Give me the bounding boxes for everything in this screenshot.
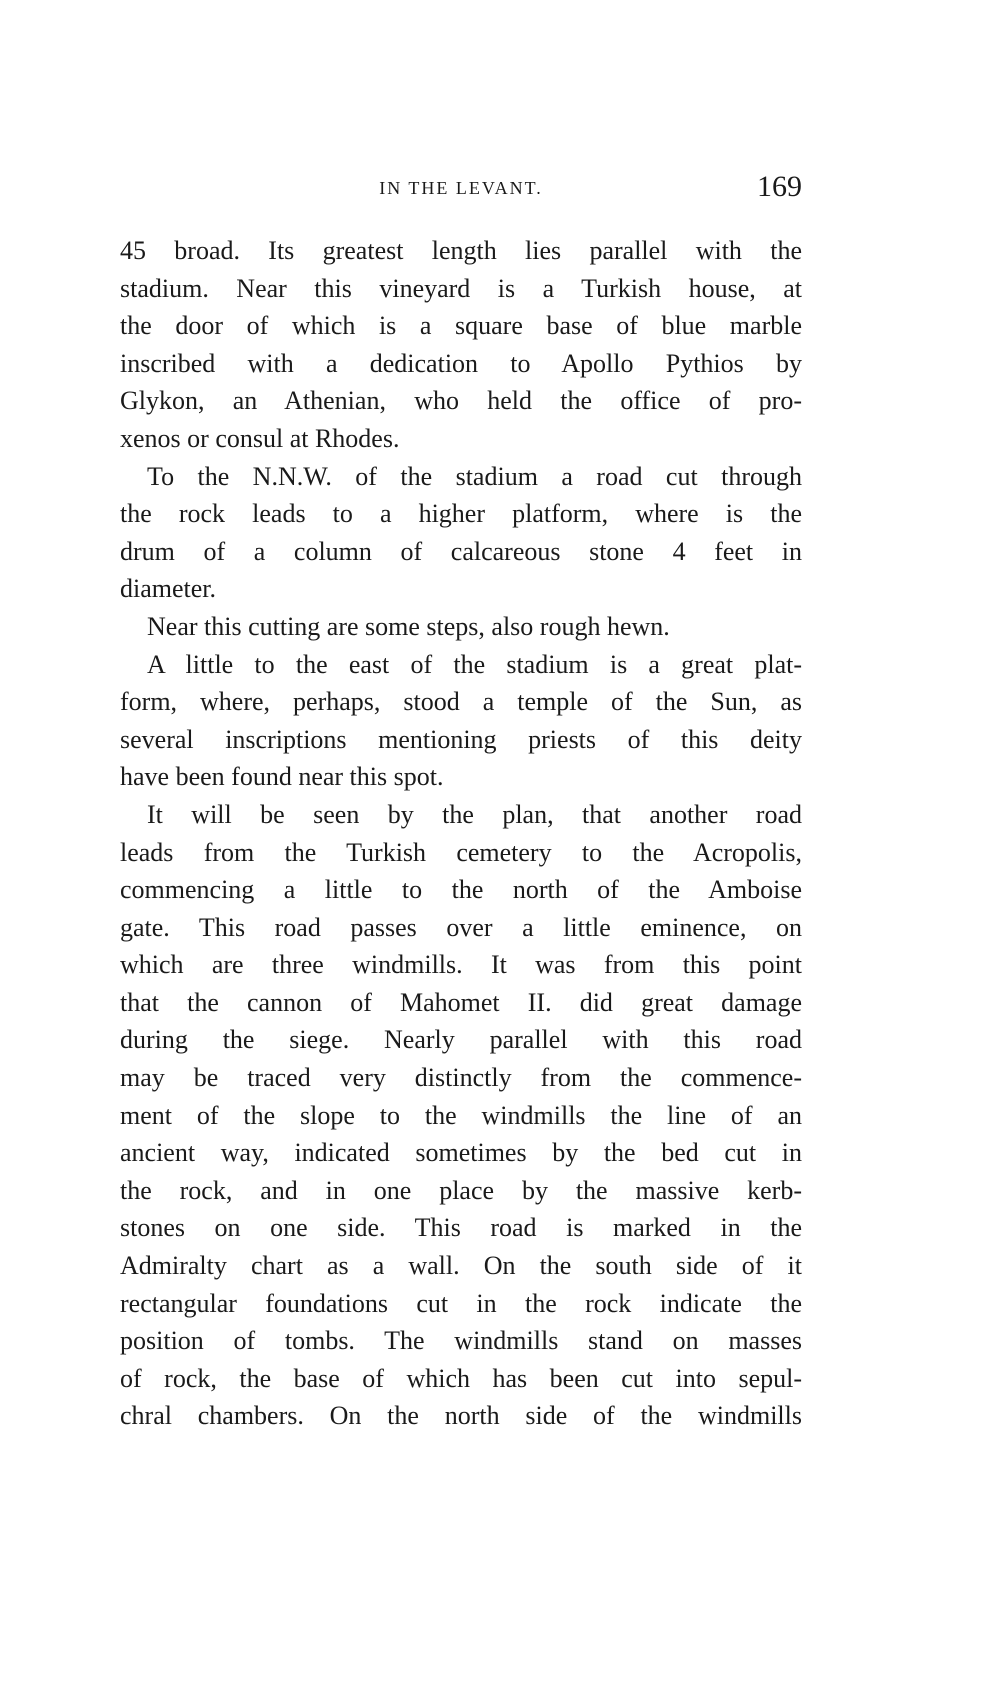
text-line: ancient way, indicated sometimes by the bed cut in — [120, 1138, 802, 1168]
text-line: the rock leads to a higher platform, where is the — [120, 499, 802, 529]
text-line: which are three windmills. It was from this point — [120, 950, 802, 980]
text-line: rectangular foundations cut in the rock indicate the — [120, 1288, 802, 1318]
text-line: To the N.N.W. of the stadium a road cut through — [147, 461, 802, 491]
text-line: inscribed with a dedication to Apollo Pythios by — [120, 348, 802, 378]
text-line: ment of the slope to the windmills the line of an — [120, 1100, 802, 1130]
text-line: that the cannon of Mahomet II. did great damage — [120, 987, 802, 1017]
text-line: stones on one side. This road is marked in the — [120, 1213, 802, 1243]
text-line: Admiralty chart as a wall. On the south side of it — [120, 1251, 802, 1281]
text-line: may be traced very distinctly from the commence- — [120, 1063, 802, 1093]
text-line: have been found near this spot. — [120, 762, 444, 792]
text-line: chral chambers. On the north side of the windmills — [120, 1401, 802, 1431]
text-line: Near this cutting are some steps, also rough hewn. — [147, 611, 670, 641]
text-line: the door of which is a square base of blue marble — [120, 311, 802, 341]
text-line: gate. This road passes over a little eminence, on — [120, 912, 802, 942]
text-line: several inscriptions mentioning priests of this deity — [120, 724, 802, 754]
text-line: position of tombs. The windmills stand on masses — [120, 1326, 802, 1356]
text-line: It will be seen by the plan, that another road — [147, 799, 802, 829]
text-line: form, where, perhaps, stood a temple of the Sun, as — [120, 687, 802, 717]
text-line: commencing a little to the north of the Amboise — [120, 875, 802, 905]
text-line: of rock, the base of which has been cut into sepul- — [120, 1363, 802, 1393]
text-line: diameter. — [120, 574, 217, 604]
page-header — [120, 170, 802, 210]
page-number: 169 — [757, 170, 802, 203]
text-line: drum of a column of calcareous stone 4 feet in — [120, 536, 802, 566]
running-head: IN THE LEVANT. — [379, 178, 543, 198]
text-line: leads from the Turkish cemetery to the Acropolis, — [120, 837, 802, 867]
text-line: stadium. Near this vineyard is a Turkish house, at — [120, 273, 802, 303]
body-text — [120, 232, 802, 1435]
text-line: A little to the east of the stadium is a great plat- — [147, 649, 802, 679]
text-line: the rock, and in one place by the massive kerb- — [120, 1175, 802, 1205]
text-line: Glykon, an Athenian, who held the office of pro- — [120, 386, 802, 416]
text-line: xenos or consul at Rhodes. — [120, 423, 400, 453]
text-line: 45 broad. Its greatest length lies parallel with the — [120, 236, 802, 265]
text-line: during the siege. Nearly parallel with this road — [120, 1025, 802, 1055]
